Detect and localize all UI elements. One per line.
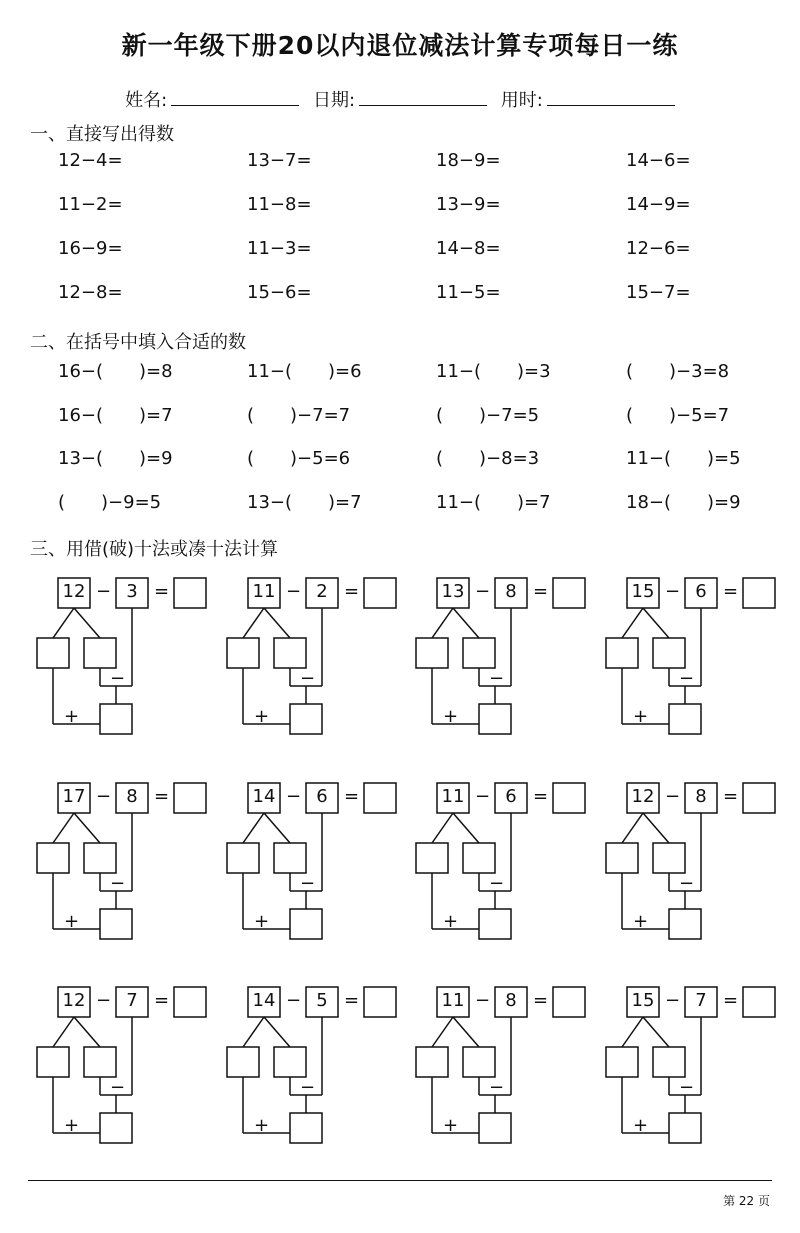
- section2-problem[interactable]: 11−( )=6: [247, 361, 362, 382]
- section2-problem[interactable]: 13−( )=9: [58, 448, 173, 469]
- equals-sign: =: [723, 786, 739, 807]
- minus-sign: −: [286, 786, 302, 807]
- plus-sign: +: [443, 1115, 459, 1136]
- split-box-left[interactable]: [606, 843, 638, 873]
- minus-sign: −: [475, 786, 491, 807]
- result-box[interactable]: [479, 909, 511, 939]
- answer-box[interactable]: [174, 987, 206, 1017]
- result-box[interactable]: [479, 1113, 511, 1143]
- section1-row: [0, 150, 800, 180]
- section1-problem[interactable]: 11−5=: [436, 282, 501, 303]
- decomposition-problem: [605, 985, 795, 1155]
- equals-sign: =: [344, 990, 360, 1011]
- subtrahend: 6: [695, 581, 707, 602]
- minuend: 12: [631, 786, 655, 807]
- split-box-right[interactable]: [463, 843, 495, 873]
- plus-sign: +: [64, 1115, 80, 1136]
- equals-sign: =: [723, 581, 739, 602]
- section2-problem[interactable]: ( )−5=6: [247, 448, 351, 469]
- decomposition-problem: [36, 781, 226, 951]
- section1-problem[interactable]: 15−6=: [247, 282, 312, 303]
- subtrahend: 5: [316, 990, 328, 1011]
- result-box[interactable]: [669, 1113, 701, 1143]
- equals-sign: =: [533, 786, 549, 807]
- section2-row: [0, 401, 800, 431]
- result-box[interactable]: [290, 704, 322, 734]
- split-box-right[interactable]: [653, 638, 685, 668]
- decomposition-problem: [226, 781, 416, 951]
- date-field[interactable]: [313, 86, 487, 112]
- plus-sign: +: [633, 911, 649, 932]
- result-box[interactable]: [100, 1113, 132, 1143]
- time-field[interactable]: [501, 86, 675, 112]
- minuend: 11: [441, 786, 465, 807]
- decomposition-problem: [415, 985, 605, 1155]
- section2-problem[interactable]: 13−( )=7: [247, 491, 362, 513]
- plus-sign: +: [633, 1115, 649, 1136]
- equals-sign: =: [154, 990, 170, 1011]
- time-label: 用时:: [500, 90, 543, 111]
- section1-row: [0, 282, 800, 312]
- minus-sign-branch: −: [300, 873, 316, 894]
- plus-sign: +: [254, 1115, 270, 1136]
- section2-problem[interactable]: 11−( )=3: [436, 361, 551, 382]
- answer-box[interactable]: [743, 987, 775, 1017]
- split-box-left[interactable]: [227, 843, 259, 873]
- split-box-right[interactable]: [463, 1047, 495, 1077]
- section2-problem[interactable]: ( )−9=5: [58, 491, 162, 513]
- split-box-left[interactable]: [227, 1047, 259, 1077]
- split-box-right[interactable]: [84, 638, 116, 668]
- section2-problem[interactable]: ( )−5=7: [626, 404, 730, 426]
- section3-title: 三、用借(破)十法或凑十法计算: [30, 539, 279, 560]
- minus-sign-branch: −: [300, 1077, 316, 1098]
- section1-problem[interactable]: 14−8=: [436, 238, 501, 259]
- plus-sign: +: [64, 706, 80, 727]
- minus-sign: −: [286, 581, 302, 602]
- minuend: 14: [252, 990, 276, 1011]
- minuend: 11: [252, 581, 276, 602]
- answer-box[interactable]: [364, 783, 396, 813]
- page-number: 第 22 页: [723, 1194, 770, 1208]
- section2-row: [0, 488, 800, 518]
- decomposition-problem: [605, 576, 795, 746]
- result-box[interactable]: [100, 704, 132, 734]
- minus-sign: −: [665, 581, 681, 602]
- minus-sign: −: [665, 990, 681, 1011]
- equals-sign: =: [154, 786, 170, 807]
- subtrahend: 8: [695, 786, 707, 807]
- minuend: 15: [631, 990, 655, 1011]
- section1-problem[interactable]: 12−6=: [626, 238, 691, 259]
- plus-sign: +: [254, 706, 270, 727]
- equals-sign: =: [723, 990, 739, 1011]
- minus-sign-branch: −: [110, 873, 126, 894]
- minuend: 15: [631, 581, 655, 602]
- decomposition-problem: [415, 781, 605, 951]
- footer-divider: [28, 1180, 772, 1181]
- section2-problem[interactable]: ( )−8=3: [436, 448, 540, 469]
- subtrahend: 2: [316, 581, 328, 602]
- time-blank[interactable]: [547, 88, 675, 106]
- split-box-right[interactable]: [274, 638, 306, 668]
- section2-problem[interactable]: ( )−7=7: [247, 404, 351, 426]
- section2-problem[interactable]: 16−( )=7: [58, 404, 173, 426]
- split-box-left[interactable]: [416, 1047, 448, 1077]
- plus-sign: +: [254, 911, 270, 932]
- section1-problem[interactable]: 18−9=: [436, 150, 501, 171]
- section1-problem[interactable]: 13−7=: [247, 150, 312, 171]
- split-box-right[interactable]: [274, 843, 306, 873]
- split-box-left[interactable]: [227, 638, 259, 668]
- decomposition-problem: [226, 985, 416, 1155]
- section2-title: 二、在括号中填入合适的数: [30, 332, 246, 353]
- section2-row: [0, 444, 800, 474]
- minus-sign: −: [96, 786, 112, 807]
- answer-box[interactable]: [174, 578, 206, 608]
- section2-problem[interactable]: 11−( )=5: [626, 448, 741, 469]
- section1-row: [0, 238, 800, 268]
- section1-problem[interactable]: 14−6=: [626, 150, 691, 171]
- minus-sign-branch: −: [489, 668, 505, 689]
- minus-sign-branch: −: [489, 873, 505, 894]
- decomposition-problem: [36, 576, 226, 746]
- minuend: 13: [441, 581, 465, 602]
- split-box-right[interactable]: [653, 843, 685, 873]
- answer-box[interactable]: [743, 783, 775, 813]
- subtrahend: 6: [316, 786, 328, 807]
- subtrahend: 3: [126, 581, 138, 602]
- decomposition-problem: [605, 781, 795, 951]
- result-box[interactable]: [669, 909, 701, 939]
- result-box[interactable]: [669, 704, 701, 734]
- equals-sign: =: [533, 581, 549, 602]
- split-box-left[interactable]: [416, 638, 448, 668]
- name-label: 姓名:: [125, 90, 168, 111]
- subtrahend: 8: [126, 786, 138, 807]
- minus-sign-branch: −: [300, 668, 316, 689]
- minus-sign-branch: −: [110, 1077, 126, 1098]
- result-box[interactable]: [290, 1113, 322, 1143]
- minus-sign: −: [475, 581, 491, 602]
- result-box[interactable]: [290, 909, 322, 939]
- section1-problem[interactable]: 11−3=: [247, 238, 312, 259]
- split-box-left[interactable]: [606, 1047, 638, 1077]
- section1-problem[interactable]: 14−9=: [626, 194, 691, 215]
- minus-sign: −: [96, 990, 112, 1011]
- section1-row: [0, 194, 800, 224]
- date-label: 日期:: [312, 90, 356, 111]
- subtrahend: 6: [505, 786, 517, 807]
- page-title: 新一年级下册20以内退位减法计算专项每日一练: [121, 31, 679, 60]
- section1-problem[interactable]: 11−2=: [58, 194, 123, 215]
- section2-problem[interactable]: ( )−7=5: [436, 404, 540, 426]
- section2-problem[interactable]: 11−( )=7: [436, 491, 551, 513]
- section1-problem[interactable]: 15−7=: [626, 282, 691, 303]
- section1-problem[interactable]: 12−8=: [58, 282, 123, 303]
- name-field[interactable]: [125, 86, 299, 112]
- section1-problem[interactable]: 11−8=: [247, 194, 312, 215]
- subtrahend: 8: [505, 990, 517, 1011]
- split-box-right[interactable]: [84, 843, 116, 873]
- split-box-right[interactable]: [274, 1047, 306, 1077]
- minuend: 12: [62, 990, 86, 1011]
- equals-sign: =: [344, 581, 360, 602]
- minuend: 14: [252, 786, 276, 807]
- minus-sign: −: [475, 990, 491, 1011]
- plus-sign: +: [64, 911, 80, 932]
- section2-row: [0, 357, 800, 387]
- decomposition-problem: [226, 576, 416, 746]
- subtrahend: 7: [126, 990, 138, 1011]
- answer-box[interactable]: [364, 987, 396, 1017]
- minus-sign-branch: −: [679, 873, 695, 894]
- result-box[interactable]: [100, 909, 132, 939]
- minus-sign-branch: −: [679, 1077, 695, 1098]
- subtrahend: 8: [505, 581, 517, 602]
- plus-sign: +: [443, 911, 459, 932]
- minuend: 17: [62, 786, 86, 807]
- answer-box[interactable]: [553, 578, 585, 608]
- section2-problem[interactable]: ( )−3=8: [626, 361, 730, 382]
- answer-box[interactable]: [174, 783, 206, 813]
- section1-problem[interactable]: 16−9=: [58, 238, 123, 259]
- answer-box[interactable]: [364, 578, 396, 608]
- subtrahend: 7: [695, 990, 707, 1011]
- name-blank[interactable]: [171, 88, 299, 106]
- decomposition-problem: [415, 576, 605, 746]
- split-box-left[interactable]: [37, 1047, 69, 1077]
- section2-problem[interactable]: 16−( )=8: [58, 361, 173, 382]
- answer-box[interactable]: [553, 783, 585, 813]
- answer-box[interactable]: [553, 987, 585, 1017]
- answer-box[interactable]: [743, 578, 775, 608]
- split-box-right[interactable]: [463, 638, 495, 668]
- equals-sign: =: [154, 581, 170, 602]
- section1-title: 一、直接写出得数: [30, 124, 174, 145]
- plus-sign: +: [633, 706, 649, 727]
- student-info: [0, 86, 800, 112]
- split-box-left[interactable]: [416, 843, 448, 873]
- section1-problem[interactable]: 12−4=: [58, 150, 123, 171]
- minus-sign: −: [286, 990, 302, 1011]
- minus-sign-branch: −: [489, 1077, 505, 1098]
- minus-sign: −: [665, 786, 681, 807]
- decomposition-problem: [36, 985, 226, 1155]
- split-box-left[interactable]: [606, 638, 638, 668]
- minuend: 12: [62, 581, 86, 602]
- split-box-right[interactable]: [653, 1047, 685, 1077]
- plus-sign: +: [443, 706, 459, 727]
- section2-problem[interactable]: 18−( )=9: [626, 491, 741, 513]
- date-blank[interactable]: [359, 88, 487, 106]
- result-box[interactable]: [479, 704, 511, 734]
- split-box-left[interactable]: [37, 843, 69, 873]
- equals-sign: =: [344, 786, 360, 807]
- minus-sign: −: [96, 581, 112, 602]
- split-box-left[interactable]: [37, 638, 69, 668]
- minus-sign-branch: −: [679, 668, 695, 689]
- minus-sign-branch: −: [110, 668, 126, 689]
- equals-sign: =: [533, 990, 549, 1011]
- minuend: 11: [441, 990, 465, 1011]
- split-box-right[interactable]: [84, 1047, 116, 1077]
- section1-problem[interactable]: 13−9=: [436, 194, 501, 215]
